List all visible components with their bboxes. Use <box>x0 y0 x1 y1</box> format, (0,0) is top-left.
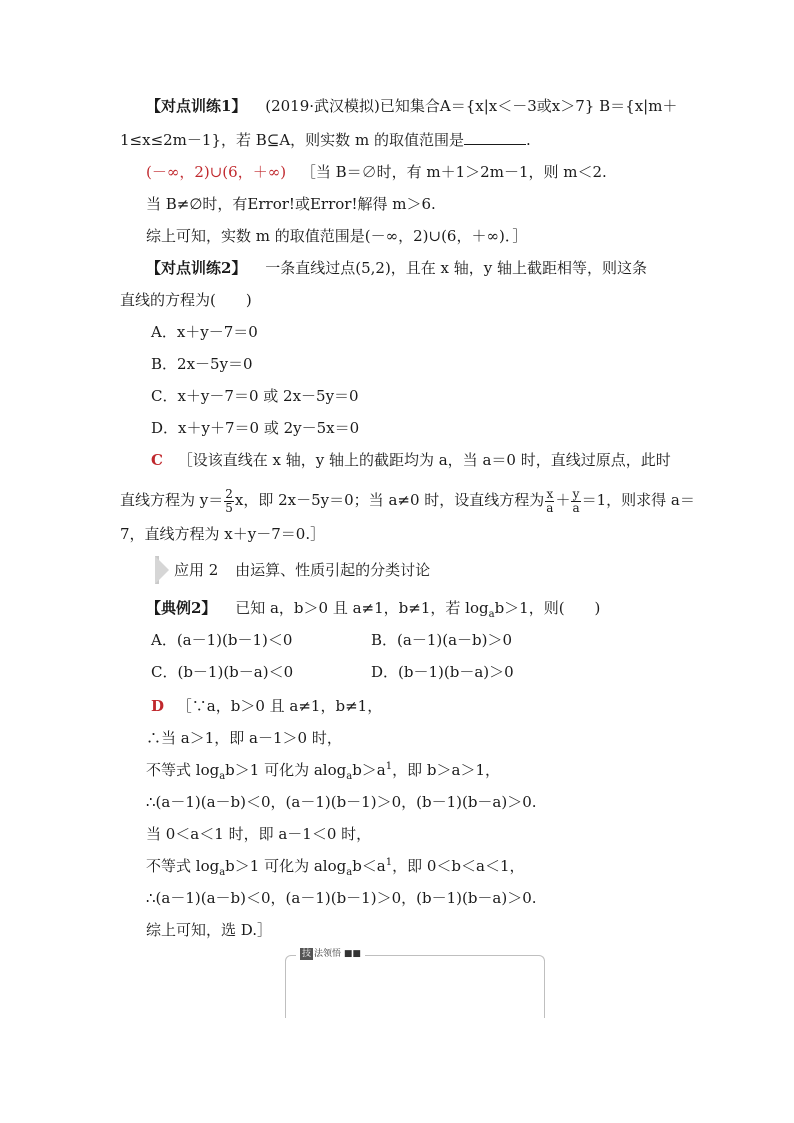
ex2-s3d: b＞a <box>352 761 386 779</box>
ex2-option-b: B．(a－1)(a－b)＞0 <box>371 631 513 649</box>
ex2-s6a: 不等式 log <box>146 857 220 875</box>
p2-option-d: D．x＋y＋7＝0 或 2y－5x＝0 <box>151 419 360 437</box>
log-subscript: a <box>488 609 495 620</box>
section-label: 应用 2 <box>174 561 219 579</box>
ex2-s8: 综上可知，选 D.］ <box>146 921 273 939</box>
p2-sol-line2 <box>120 482 695 518</box>
ex2-s3c: log <box>322 761 347 779</box>
p1-line2-end: . <box>525 131 531 149</box>
section-arrow-icon <box>155 556 169 584</box>
p2-sol3: 7，直线方程为 x＋y－7＝0.］ <box>120 525 326 543</box>
log-subscript: a <box>346 771 353 782</box>
ex2-text1: 已知 a，b＞0 且 a≠1，b≠1，若 log <box>235 599 489 617</box>
p2-sol-line1 <box>151 450 671 470</box>
p2-text2: 直线的方程为( ) <box>120 291 252 309</box>
frac-num: y <box>572 486 580 501</box>
fraction-x-a <box>545 488 554 515</box>
frac-den: a <box>572 500 580 515</box>
p1-line3 <box>146 162 607 182</box>
ex2-s3b: b＞1 可化为 a <box>225 761 323 779</box>
p1-line2 <box>120 130 531 150</box>
p2-option-b: B．2x－5y＝0 <box>151 355 253 373</box>
ex2-s3e: ，即 b＞a＞1， <box>392 761 500 779</box>
ex2-s6b: b＞1 可化为 a <box>225 857 323 875</box>
ex2-option-d: D．(b－1)(b－a)＞0 <box>371 663 514 681</box>
ex2-text1b: b＞1，则( ) <box>494 599 601 617</box>
ex2-label: 【典例2】 <box>146 599 217 617</box>
fraction-2-5 <box>224 488 234 515</box>
exponent: 1 <box>385 857 393 868</box>
ex2-s3 <box>146 760 500 780</box>
tips-box <box>285 955 545 1018</box>
log-subscript: a <box>346 867 353 878</box>
p2-sol2a: 直线方程为 y＝ <box>120 491 224 509</box>
p2-sol1: ［设该直线在 x 轴，y 轴上的截距均为 a，当 a＝0 时，直线过原点，此时 <box>177 451 671 469</box>
p2-option-c: C．x＋y－7＝0 或 2x－5y＝0 <box>151 387 359 405</box>
p2-sol2c: ＝1，则求得 a＝ <box>581 491 695 509</box>
p2-text1: 一条直线过点(5,2)，且在 x 轴，y 轴上截距相等，则这条 <box>265 259 648 277</box>
tips-badge: 技 法领悟 ■■ <box>296 948 365 960</box>
ex2-s3a: 不等式 log <box>146 761 220 779</box>
ex2-s6 <box>146 856 525 876</box>
p1-line1 <box>146 96 677 116</box>
section-title: 由运算、性质引起的分类讨论 <box>235 561 431 579</box>
ex2-s5: 当 0＜a＜1 时，即 a－1＜0 时， <box>146 825 372 843</box>
p1-setB: B＝{x|m＋ <box>599 97 678 115</box>
frac-den: a <box>546 500 554 515</box>
exponent: 1 <box>385 761 393 772</box>
ex2-s7: ∴(a－1)(a－b)＜0，(a－1)(b－1)＞0，(b－1)(b－a)＞0. <box>146 889 537 907</box>
p2-label: 【对点训练2】 <box>146 259 247 277</box>
p2-sol2b: x，即 2x－5y＝0；当 a≠0 时，设直线方程为 <box>234 491 545 509</box>
plus-sign: ＋ <box>555 491 571 509</box>
frac-den: 5 <box>225 500 233 515</box>
ex2-s6d: b＜a <box>352 857 386 875</box>
p1-sol2: 当 B≠∅时，有Error!或Error!解得 m＞6. <box>146 195 436 213</box>
log-subscript: a <box>219 867 226 878</box>
ex2-option-c: C．(b－1)(b－a)＜0 <box>151 663 294 681</box>
ex2-s1: ［∵a，b＞0 且 a≠1，b≠1， <box>176 697 383 715</box>
p1-text1: (2019·武汉模拟)已知集合 <box>265 97 440 115</box>
p1-line2-text: 1≤x≤2m－1}，若 B⊆A，则实数 m 的取值范围是 <box>120 131 464 149</box>
p1-label: 【对点训练1】 <box>146 97 247 115</box>
section-heading <box>174 560 430 580</box>
frac-num: 2 <box>225 486 233 501</box>
p2-line1 <box>146 258 647 278</box>
tips-badge-char: 技 <box>302 949 312 959</box>
p2-answer: C <box>151 451 163 469</box>
ex2-s2: ∴当 a＞1，即 a－1＞0 时， <box>146 729 342 747</box>
frac-num: x <box>546 486 554 501</box>
fraction-y-a <box>571 488 580 515</box>
ex2-s6c: log <box>322 857 347 875</box>
ex2-line1 <box>146 598 600 618</box>
log-subscript: a <box>219 771 226 782</box>
ex2-s4: ∴(a－1)(a－b)＜0，(a－1)(b－1)＞0，(b－1)(b－a)＞0. <box>146 793 537 811</box>
p1-answer: (－∞，2)∪(6，＋∞) <box>146 163 287 181</box>
ex2-s6e: ，即 0＜b＜a＜1， <box>392 857 525 875</box>
p2-option-a: A．x＋y－7＝0 <box>151 323 258 341</box>
answer-blank <box>464 130 526 145</box>
ex2-answer: D <box>151 697 165 715</box>
p1-sol1: ［当 B＝∅时，有 m＋1＞2m－1，则 m＜2. <box>300 163 607 181</box>
p1-sol3: 综上可知，实数 m 的取值范围是(－∞，2)∪(6，＋∞)．］ <box>146 227 528 245</box>
ex2-sol-line1 <box>151 696 382 716</box>
ex2-option-a: A．(a－1)(b－1)＜0 <box>151 631 293 649</box>
p1-setA: A＝{x|x＜－3或x＞7} <box>439 97 595 115</box>
tips-badge-text: 法领悟 <box>314 949 342 959</box>
